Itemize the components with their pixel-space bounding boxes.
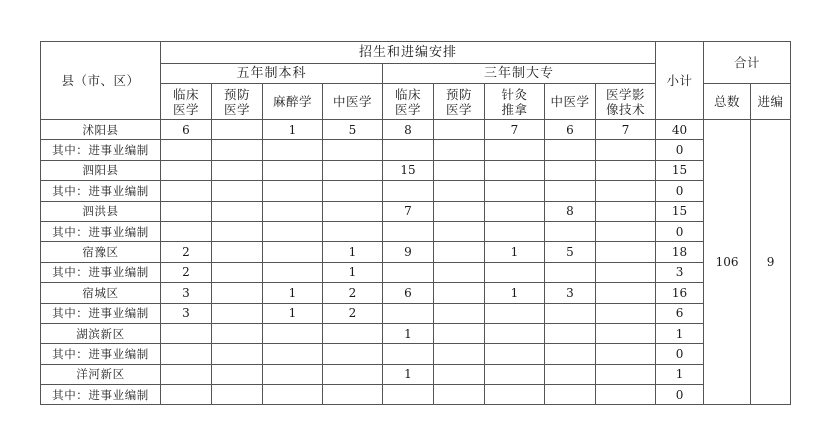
value-cell	[596, 181, 656, 201]
value-cell	[485, 201, 545, 221]
value-cell	[545, 344, 596, 364]
five-year-subject-header	[212, 84, 263, 120]
subtotal-cell: 0	[656, 385, 704, 405]
table-row	[41, 364, 791, 384]
value-cell	[383, 181, 434, 201]
county-cell: 其中：进事业编制	[41, 385, 161, 405]
county-cell: 宿城区	[41, 283, 161, 303]
total-count-header: 总数	[704, 84, 751, 120]
value-cell	[434, 385, 485, 405]
value-cell	[212, 181, 263, 201]
county-cell: 其中：进事业编制	[41, 344, 161, 364]
value-cell	[383, 221, 434, 241]
value-cell	[434, 201, 485, 221]
county-cell: 宿豫区	[41, 242, 161, 262]
subject-header-line: 预防	[223, 86, 250, 102]
subtotal-cell: 15	[656, 201, 704, 221]
value-cell	[485, 181, 545, 201]
value-cell	[212, 242, 263, 262]
value-cell	[212, 364, 263, 384]
five-year-header: 五年制本科	[161, 64, 383, 84]
value-cell	[485, 364, 545, 384]
county-column-header: 县（市、区）	[41, 42, 161, 120]
value-cell	[323, 181, 383, 201]
value-cell	[263, 385, 323, 405]
county-cell: 泗阳县	[41, 160, 161, 180]
value-cell	[485, 221, 545, 241]
value-cell	[545, 385, 596, 405]
subtotal-cell: 0	[656, 140, 704, 160]
value-cell	[323, 201, 383, 221]
subject-header-line: 医学	[223, 101, 250, 117]
value-cell	[263, 262, 323, 282]
table-row	[41, 181, 791, 201]
value-cell: 15	[383, 160, 434, 180]
three-year-subject-header	[545, 84, 596, 120]
five-year-subject-header	[323, 84, 383, 120]
value-cell	[263, 323, 323, 343]
value-cell: 9	[383, 242, 434, 262]
county-cell: 其中：进事业编制	[41, 181, 161, 201]
subject-header-line: 临床	[394, 86, 421, 102]
county-cell: 其中：进事业编制	[41, 303, 161, 323]
value-cell	[212, 120, 263, 140]
value-cell	[323, 385, 383, 405]
three-year-subject-header	[596, 84, 656, 120]
value-cell	[212, 160, 263, 180]
value-cell	[434, 344, 485, 364]
value-cell	[485, 323, 545, 343]
value-cell: 5	[545, 242, 596, 262]
subtotal-cell: 1	[656, 364, 704, 384]
value-cell	[434, 181, 485, 201]
total-count-cell: 106	[704, 120, 751, 405]
value-cell	[545, 364, 596, 384]
total-enter-cell: 9	[751, 120, 791, 405]
subtotal-cell: 40	[656, 120, 704, 140]
value-cell	[263, 364, 323, 384]
value-cell	[434, 283, 485, 303]
subtotal-column-header: 小计	[656, 42, 704, 120]
value-cell: 2	[161, 262, 212, 282]
value-cell	[434, 262, 485, 282]
subtotal-cell: 1	[656, 323, 704, 343]
subject-header-line: 中医学	[332, 94, 372, 109]
value-cell	[383, 262, 434, 282]
value-cell	[161, 221, 212, 241]
value-cell	[545, 323, 596, 343]
subject-header-line: 针灸	[501, 86, 528, 102]
enrollment-document	[40, 41, 791, 405]
value-cell	[263, 221, 323, 241]
three-year-subject-header	[485, 84, 545, 120]
subject-header-line: 临床	[172, 86, 199, 102]
table-row	[41, 221, 791, 241]
value-cell	[485, 303, 545, 323]
value-cell	[596, 221, 656, 241]
value-cell	[323, 364, 383, 384]
value-cell	[485, 160, 545, 180]
value-cell: 1	[485, 242, 545, 262]
table-row	[41, 201, 791, 221]
value-cell	[323, 344, 383, 364]
subject-header-line: 医学	[172, 101, 199, 117]
value-cell	[212, 303, 263, 323]
value-cell	[212, 283, 263, 303]
value-cell: 7	[383, 201, 434, 221]
value-cell	[263, 181, 323, 201]
value-cell	[434, 120, 485, 140]
value-cell	[596, 303, 656, 323]
value-cell	[434, 303, 485, 323]
county-cell: 其中：进事业编制	[41, 140, 161, 160]
subject-header-line: 医学	[394, 101, 421, 117]
value-cell	[545, 221, 596, 241]
table-row	[41, 283, 791, 303]
value-cell	[545, 140, 596, 160]
value-cell: 2	[323, 283, 383, 303]
value-cell: 1	[263, 283, 323, 303]
subtotal-cell: 6	[656, 303, 704, 323]
value-cell	[596, 140, 656, 160]
value-cell: 1	[383, 323, 434, 343]
table-row	[41, 323, 791, 343]
value-cell	[212, 140, 263, 160]
table-row	[41, 303, 791, 323]
county-cell: 洋河新区	[41, 364, 161, 384]
table-row	[41, 262, 791, 282]
value-cell	[545, 160, 596, 180]
subject-header-line: 中医学	[550, 94, 590, 109]
subtotal-cell: 0	[656, 344, 704, 364]
value-cell: 3	[545, 283, 596, 303]
value-cell	[596, 262, 656, 282]
total-header: 合计	[704, 42, 791, 84]
value-cell: 3	[161, 283, 212, 303]
value-cell: 7	[485, 120, 545, 140]
county-cell: 其中：进事业编制	[41, 221, 161, 241]
subject-header-line: 麻醉学	[272, 94, 312, 109]
total-enter-header: 进编	[751, 84, 791, 120]
value-cell	[212, 344, 263, 364]
value-cell	[263, 201, 323, 221]
value-cell	[434, 140, 485, 160]
value-cell	[434, 323, 485, 343]
subject-header-line: 推拿	[501, 101, 528, 117]
table-row	[41, 160, 791, 180]
value-cell	[161, 160, 212, 180]
three-year-header: 三年制大专	[383, 64, 656, 84]
subtotal-cell: 18	[656, 242, 704, 262]
value-cell: 1	[323, 262, 383, 282]
value-cell	[596, 160, 656, 180]
subject-header-line: 像技术	[606, 101, 646, 117]
table-row	[41, 344, 791, 364]
value-cell	[323, 140, 383, 160]
value-cell	[545, 303, 596, 323]
value-cell: 1	[263, 120, 323, 140]
table-row	[41, 385, 791, 405]
value-cell	[596, 323, 656, 343]
value-cell	[383, 344, 434, 364]
county-cell: 湖滨新区	[41, 323, 161, 343]
value-cell: 1	[485, 283, 545, 303]
subject-header-line: 医学	[445, 101, 472, 117]
value-cell	[212, 201, 263, 221]
value-cell	[161, 323, 212, 343]
county-cell: 沭阳县	[41, 120, 161, 140]
value-cell	[596, 201, 656, 221]
value-cell: 2	[323, 303, 383, 323]
value-cell	[263, 140, 323, 160]
value-cell	[383, 385, 434, 405]
value-cell	[434, 242, 485, 262]
five-year-subject-header	[161, 84, 212, 120]
subject-header-line: 医学影	[606, 86, 646, 102]
three-year-subject-header	[434, 84, 485, 120]
subtotal-cell: 0	[656, 181, 704, 201]
value-cell	[161, 201, 212, 221]
value-cell	[212, 262, 263, 282]
value-cell: 5	[323, 120, 383, 140]
value-cell	[434, 221, 485, 241]
value-cell	[596, 344, 656, 364]
value-cell	[161, 385, 212, 405]
subtotal-cell: 16	[656, 283, 704, 303]
value-cell: 1	[323, 242, 383, 262]
value-cell	[161, 364, 212, 384]
table-row	[41, 140, 791, 160]
subject-header-line: 预防	[445, 86, 472, 102]
subtotal-cell: 15	[656, 160, 704, 180]
value-cell: 2	[161, 242, 212, 262]
value-cell	[596, 385, 656, 405]
value-cell: 6	[545, 120, 596, 140]
value-cell	[263, 242, 323, 262]
value-cell	[212, 221, 263, 241]
five-year-subject-header	[263, 84, 323, 120]
value-cell	[596, 242, 656, 262]
value-cell: 1	[383, 364, 434, 384]
value-cell	[323, 221, 383, 241]
value-cell	[323, 160, 383, 180]
county-cell: 其中：进事业编制	[41, 262, 161, 282]
enrollment-table	[40, 41, 791, 405]
table-row	[41, 242, 791, 262]
value-cell	[161, 344, 212, 364]
value-cell: 3	[161, 303, 212, 323]
value-cell: 7	[596, 120, 656, 140]
enroll-plan-header: 招生和进编安排	[161, 42, 656, 64]
value-cell	[161, 140, 212, 160]
subtotal-cell: 3	[656, 262, 704, 282]
value-cell	[161, 181, 212, 201]
table-row	[41, 120, 791, 140]
value-cell: 1	[263, 303, 323, 323]
subtotal-cell: 0	[656, 221, 704, 241]
value-cell	[596, 364, 656, 384]
value-cell: 6	[383, 283, 434, 303]
value-cell	[485, 262, 545, 282]
county-cell: 泗洪县	[41, 201, 161, 221]
value-cell	[434, 364, 485, 384]
value-cell	[485, 344, 545, 364]
value-cell	[545, 181, 596, 201]
value-cell: 8	[545, 201, 596, 221]
value-cell: 6	[161, 120, 212, 140]
value-cell	[485, 140, 545, 160]
value-cell	[383, 140, 434, 160]
value-cell: 8	[383, 120, 434, 140]
value-cell	[434, 160, 485, 180]
value-cell	[485, 385, 545, 405]
value-cell	[383, 303, 434, 323]
value-cell	[596, 283, 656, 303]
value-cell	[212, 323, 263, 343]
value-cell	[263, 344, 323, 364]
value-cell	[263, 160, 323, 180]
value-cell	[545, 262, 596, 282]
value-cell	[323, 323, 383, 343]
three-year-subject-header	[383, 84, 434, 120]
value-cell	[212, 385, 263, 405]
